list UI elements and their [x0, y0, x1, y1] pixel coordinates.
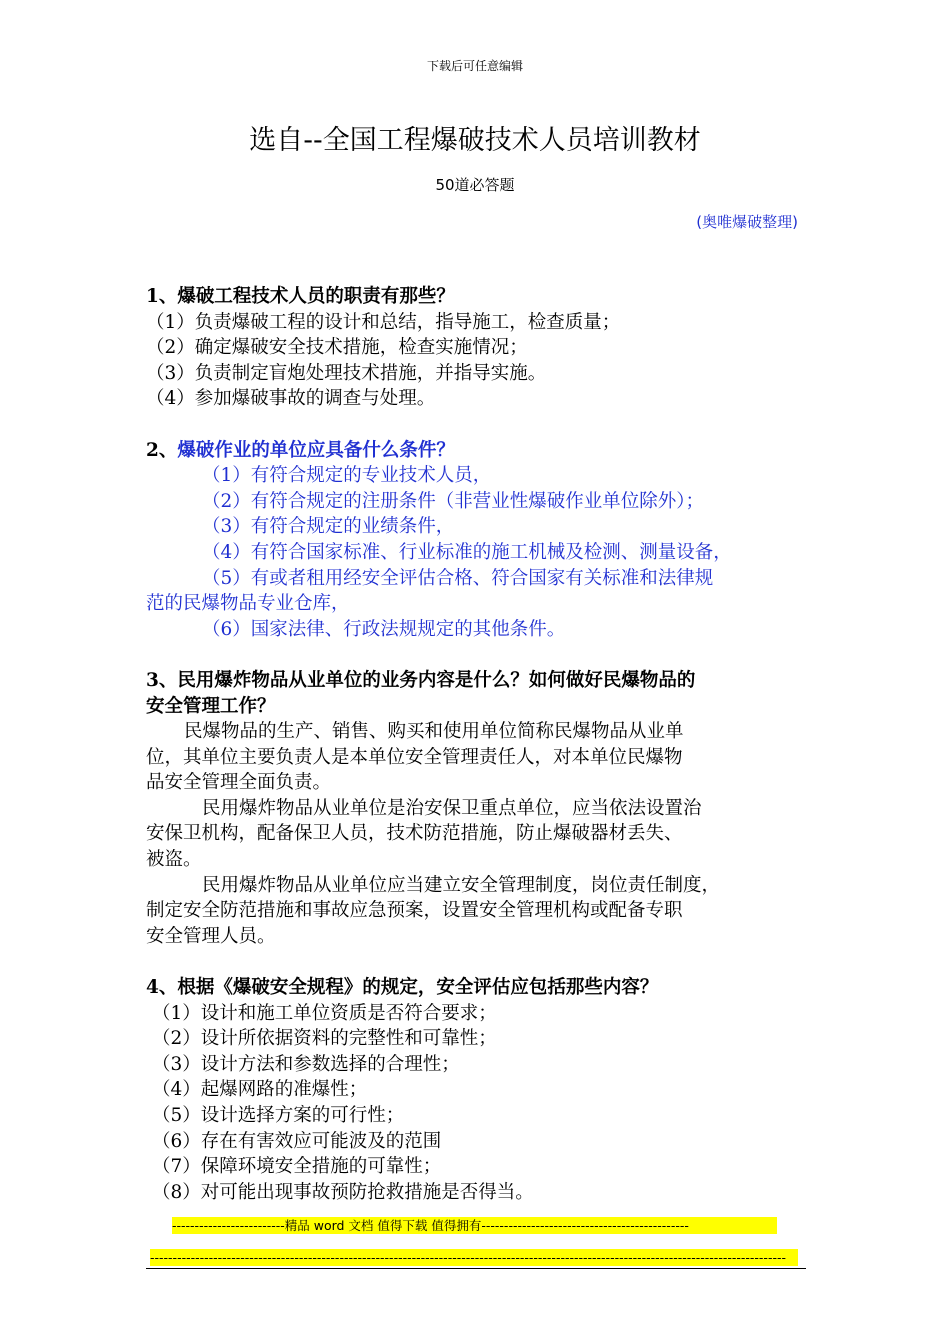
- footer-highlight-line: -------------------------精品 word 文档 值得下载 值得拥有----------------------------------------------: [172, 1217, 777, 1234]
- question-title: 安全管理工作？: [146, 695, 276, 717]
- answer-line: （3）负责制定盲炮处理技术措施，并指导实施。: [146, 362, 547, 384]
- answer-line: 民爆物品的生产、销售、购买和使用单位简称民爆物品从业单: [184, 721, 684, 743]
- document-title: 选自--全国工程爆破技术人员培训教材: [249, 125, 701, 156]
- answer-line: （6）国家法律、行政法规规定的其他条件。: [202, 618, 566, 640]
- answer-paragraph: [146, 873, 814, 950]
- answer-line: 安全管理人员。: [146, 925, 276, 947]
- answer-line: （4）有符合国家标准、行业标准的施工机械及检测、测量设备，: [202, 541, 732, 563]
- answer-line: （1）有符合规定的专业技术人员，: [202, 465, 492, 487]
- answer-line: （4）起爆网路的准爆性；: [152, 1079, 368, 1101]
- question-number: 2、: [146, 439, 178, 461]
- footer-rule: [146, 1268, 806, 1269]
- answer-line: （8）对可能出现事故预防抢救措施是否得当。: [152, 1181, 534, 1203]
- document-subtitle: 50道必答题: [435, 176, 515, 194]
- answer-line: 品安全管理全面负责。: [146, 772, 332, 794]
- answer-line: （7）保障环境安全措施的可靠性；: [152, 1156, 442, 1178]
- answer-line: （3）有符合规定的业绩条件，: [202, 516, 455, 538]
- answer-line: （1）负责爆破工程的设计和总结，指导施工，检查质量；: [146, 311, 621, 333]
- answer-line: （2）有符合规定的注册条件（非营业性爆破作业单位除外）；: [202, 490, 705, 512]
- question-title: 4、根据《爆破安全规程》的规定，安全评估应包括那些内容？: [146, 977, 659, 999]
- question-2: [146, 438, 814, 643]
- answer-line: （4）参加爆破事故的调查与处理。: [146, 388, 436, 410]
- answer-line: （5）设计选择方案的可行性；: [152, 1105, 405, 1126]
- document-body: [146, 284, 814, 1231]
- answer-line: 民用爆炸物品从业单位是治安保卫重点单位，应当依法设置治: [202, 797, 702, 819]
- question-title: 1、爆破工程技术人员的职责有那些？: [146, 286, 455, 307]
- question-title: 3、民用爆炸物品从业单位的业务内容是什么？如何做好民爆物品的: [146, 669, 696, 691]
- answer-line: 安保卫机构，配备保卫人员，技术防范措施，防止爆破器材丢失、: [146, 823, 683, 845]
- answer-line: 位，其单位主要负责人是本单位安全管理责任人，对本单位民爆物: [146, 746, 683, 768]
- answer-line: 民用爆炸物品从业单位应当建立安全管理制度，岗位责任制度，: [202, 874, 721, 896]
- question-3: [146, 668, 814, 950]
- top-note: 下载后可任意编辑: [426, 59, 523, 73]
- question-title: [146, 438, 814, 464]
- footer-highlight-line: ---------------------------------------------------------------------------------------------------------------------------------------------: [150, 1249, 798, 1266]
- answer-line: （3）设计方法和参数选择的合理性；: [152, 1053, 460, 1075]
- answer-line: （5）有或者租用经安全评估合格、符合国家有关标准和法律规: [202, 567, 714, 589]
- compiler-note: (奥唯爆破整理): [696, 213, 798, 231]
- answer-line: （6）存在有害效应可能波及的范围: [152, 1130, 442, 1152]
- answer-paragraph: [146, 796, 814, 873]
- answer-line: （1）设计和施工单位资质是否符合要求；: [152, 1002, 497, 1024]
- answer-line: 范的民爆物品专业仓库，: [146, 593, 350, 615]
- answer-paragraph: [146, 719, 814, 796]
- answer-line: （2）确定爆破安全技术措施，检查实施情况；: [146, 337, 528, 359]
- answer-line: （2）设计所依据资料的完整性和可靠性；: [152, 1028, 497, 1050]
- question-title-text: 爆破作业的单位应具备什么条件？: [177, 439, 455, 461]
- question-1: [146, 284, 814, 412]
- question-4: [146, 975, 814, 1205]
- answer-line: 被盗。: [146, 849, 202, 871]
- answer-line: 制定安全防范措施和事故应急预案，设置安全管理机构或配备专职: [146, 900, 683, 922]
